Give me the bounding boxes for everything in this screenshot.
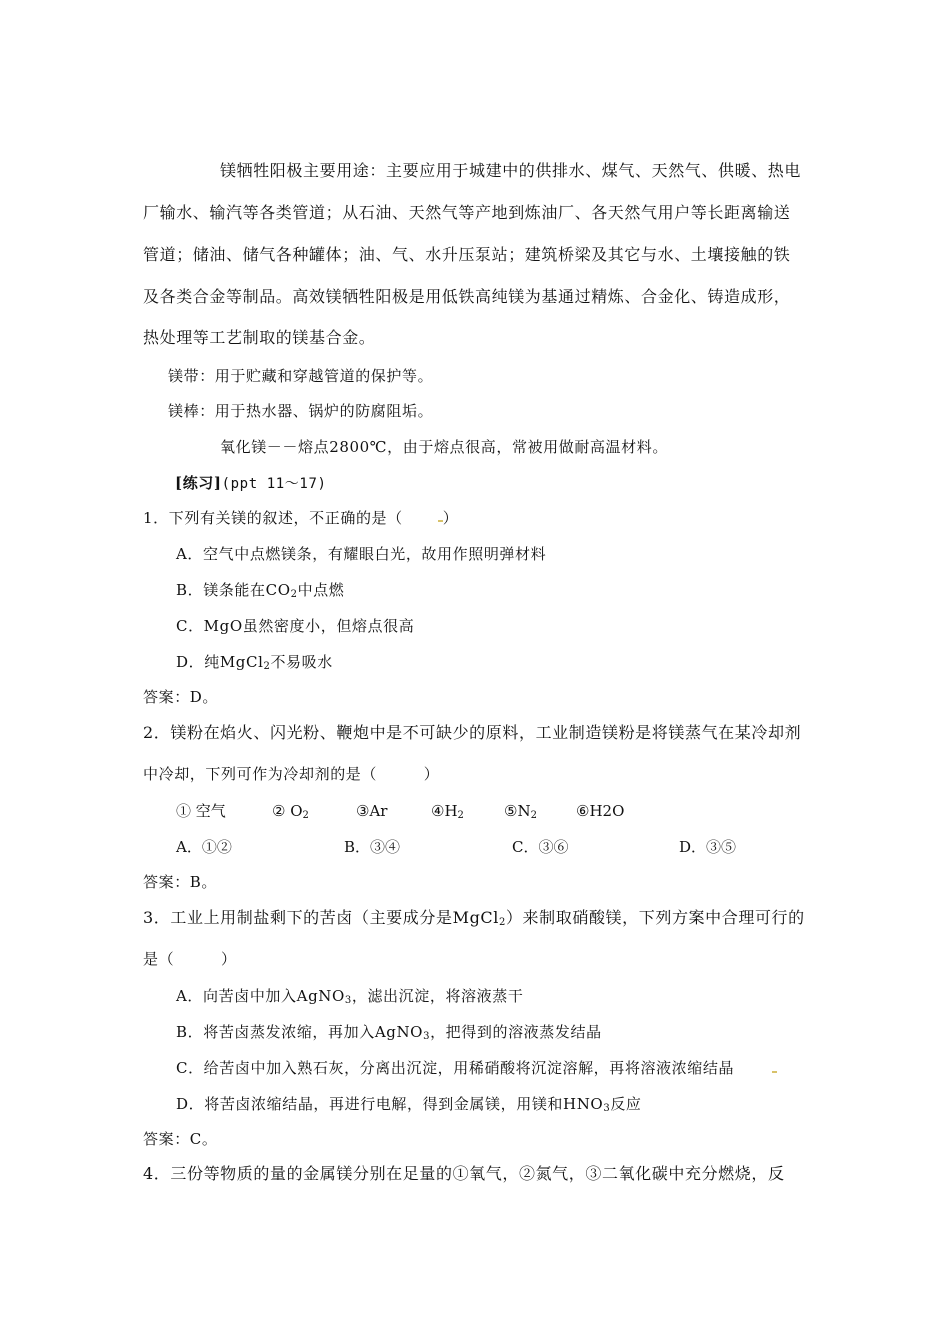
annotation-mark <box>438 520 443 522</box>
q2-item-3: ③Ar <box>356 802 388 820</box>
q3-option-d-sub: 3 <box>603 1103 611 1114</box>
q2-item-5-pre: ⑤N <box>504 802 531 820</box>
q3-option-c: C．给苦卤中加入熟石灰，分离出沉淀，用稀硝酸将沉淀溶解，再将溶液浓缩结晶 <box>176 1059 735 1077</box>
q1-option-b-pre: B．镁条能在CO <box>176 581 291 599</box>
q1-option-c: C．MgO虽然密度小，但熔点很高 <box>176 617 415 635</box>
q2-item-4 <box>431 800 464 827</box>
q3-option-d-post: 反应 <box>610 1095 642 1113</box>
q2-answer: 答案：B。 <box>143 873 218 891</box>
q2-item-4-sub: 2 <box>457 810 464 821</box>
intro-line-2: 厂输水、输汽等各类管道；从石油、天然气等产地到炼油厂、各天然气用户等长距离输送 <box>143 203 791 222</box>
q3-option-a-post: ，滤出沉淀，将溶液蒸干 <box>351 987 524 1005</box>
q3-option-d <box>176 1093 642 1120</box>
q1-option-d-sub: 2 <box>263 661 271 672</box>
annotation-mark <box>772 1071 777 1073</box>
q2-item-1: ① 空气 <box>176 802 226 820</box>
q1-option-a: A．空气中点燃镁条，有耀眼白光，故用作照明弹材料 <box>176 545 547 563</box>
q3-stem-line-1 <box>143 907 805 934</box>
q3-stem-sub: 2 <box>498 917 506 928</box>
q2-item-6: ⑥H2O <box>576 802 625 820</box>
q3-option-a-sub: 3 <box>344 995 352 1006</box>
magnesium-oxide-note: 氧化镁－－熔点2800℃，由于熔点很高，常被用做耐高温材料。 <box>220 438 668 456</box>
q1-option-d-post: 不易吸水 <box>270 653 333 671</box>
q4-stem-line-1: 4．三份等物质的量的金属镁分别在足量的①氧气，②氮气，③二氧化碳中充分燃烧，反 <box>143 1164 785 1183</box>
q2-item-5 <box>504 800 537 827</box>
q3-stem-post: ）来制取硝酸镁，下列方案中合理可行的 <box>505 908 805 927</box>
practice-heading <box>175 472 327 495</box>
q1-stem <box>143 507 458 529</box>
q1-stem-text: 1．下列有关镁的叙述，不正确的是（ <box>143 509 403 527</box>
intro-line-5: 热处理等工艺制取的镁基合金。 <box>143 328 376 347</box>
q3-option-b-pre: B．将苦卤蒸发浓缩，再加入AgNO <box>176 1023 424 1041</box>
q2-item-2-pre: ② O <box>272 802 303 820</box>
q3-option-a-pre: A．向苦卤中加入AgNO <box>176 987 345 1005</box>
magnesium-ribbon-use: 镁带：用于贮藏和穿越管道的保护等。 <box>168 367 434 385</box>
q3-option-b-sub: 3 <box>423 1031 431 1042</box>
q2-item-2 <box>272 800 309 827</box>
q3-option-a <box>176 985 523 1012</box>
q3-stem-line-2: 是（ ） <box>143 950 237 968</box>
magnesium-rod-use: 镁棒：用于热水器、锅炉的防腐阻垢。 <box>168 402 434 420</box>
q2-choices <box>176 836 776 858</box>
q1-answer: 答案：D。 <box>143 688 219 706</box>
intro-line-1: 镁牺牲阳极主要用途：主要应用于城建中的供排水、煤气、天然气、供暖、热电 <box>220 161 802 180</box>
q2-choice-b: B．③④ <box>344 838 401 856</box>
q2-stem-line-1: 2．镁粉在焰火、闪光粉、鞭炮中是不可缺少的原料，工业制造镁粉是将镁蒸气在某冷却剂 <box>143 723 802 742</box>
q1-option-b-post: 中点燃 <box>297 581 345 599</box>
q2-item-2-sub: 2 <box>302 810 309 821</box>
practice-ref: (ppt 11～17) <box>221 476 327 492</box>
q3-option-b-post: ，把得到的溶液蒸发结晶 <box>430 1023 602 1041</box>
q2-choice-d: D．③⑤ <box>679 838 737 856</box>
q1-option-d-pre: D．纯MgCl <box>176 653 264 671</box>
q2-item-5-sub: 2 <box>530 810 537 821</box>
q3-stem-pre: 3．工业上用制盐剩下的苦卤（主要成分是MgCl <box>143 908 499 927</box>
q1-option-b-sub: 2 <box>290 589 298 600</box>
q3-answer: 答案：C。 <box>143 1130 218 1148</box>
q2-choice-a: A．①② <box>176 838 232 856</box>
q1-stem-end: ） <box>442 509 459 527</box>
q2-coolant-items <box>176 800 676 822</box>
practice-label: [练习] <box>175 474 222 492</box>
q2-choice-c: C．③⑥ <box>512 838 569 856</box>
q1-option-d <box>176 651 333 678</box>
q2-stem-line-2: 中冷却，下列可作为冷却剂的是（ ） <box>143 765 440 783</box>
intro-line-4: 及各类合金等制品。高效镁牺牲阳极是用低铁高纯镁为基通过精炼、合金化、铸造成形， <box>143 287 791 306</box>
q2-item-4-pre: ④H <box>431 802 458 820</box>
intro-line-3: 管道；储油、储气各种罐体；油、气、水升压泵站；建筑桥梁及其它与水、土壤接触的铁 <box>143 245 791 264</box>
q1-option-b <box>176 579 344 606</box>
q3-option-d-pre: D．将苦卤浓缩结晶，再进行电解，得到金属镁，用镁和HNO <box>176 1095 604 1113</box>
q3-option-b <box>176 1021 602 1048</box>
